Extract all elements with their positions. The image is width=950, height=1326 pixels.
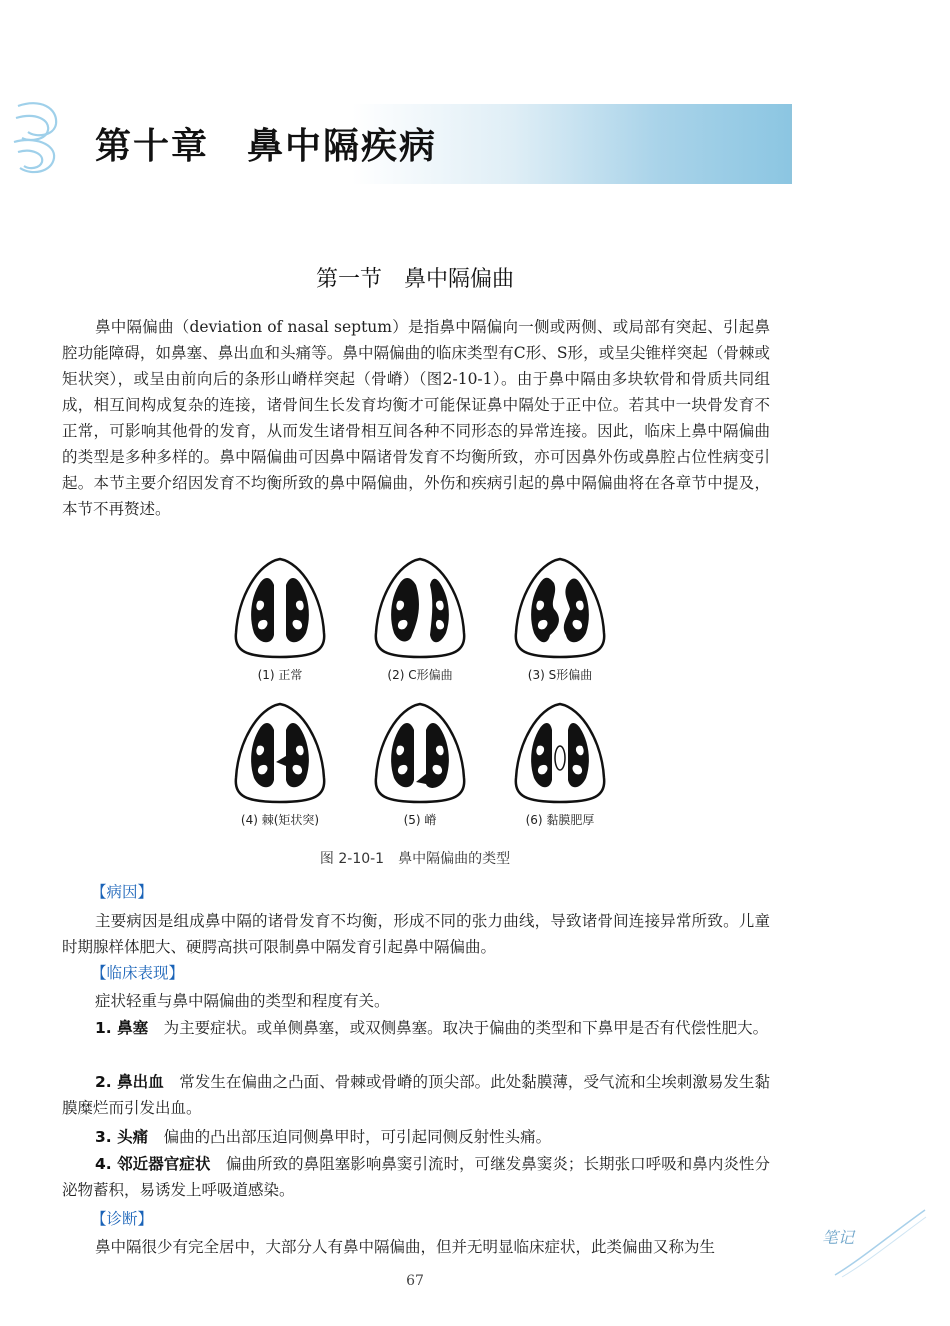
clinical-heading: 【临床表现】 [91,964,185,982]
figure-panel-ridge [365,700,475,835]
symptom-text: 常发生在偏曲之凸面、骨棘或骨嵴的顶尖部。此处黏膜薄，受气流和尘埃刺激易发生黏膜糜烂而引发出血。 [62,1073,770,1117]
symptom-label: 2. 鼻出血 [95,1073,164,1091]
swirl-decoration-icon [10,96,64,180]
symptom-text: 为主要症状。或单侧鼻塞，或双侧鼻塞。取决于偏曲的类型和下鼻甲是否有代偿性肥大。 [163,1019,769,1037]
section-title: 第一节 鼻中隔偏曲 [315,267,514,292]
nose-cross-section-c-shape-icon [370,555,470,660]
symptom-label: 1. 鼻塞 [95,1019,149,1037]
symptom-label: 3. 头痛 [95,1128,149,1146]
figure-panel-s-shape [505,555,615,690]
diagnosis-heading: 【诊断】 [91,1210,154,1228]
septum-deviation-figure [210,555,630,845]
figure-panel-label: (1) 正常 [257,668,303,682]
nose-cross-section-mucosa-icon [510,700,610,805]
figure-panel-label: (5) 嵴 [403,813,437,827]
chapter-title: 第十章 鼻中隔疾病 [95,125,438,167]
figure-panel-normal [225,555,335,690]
figure-panel-label: (6) 黏膜肥厚 [525,813,595,827]
symptom-item [62,1069,770,1121]
nose-cross-section-s-shape-icon [510,555,610,660]
figure-caption: 图 2-10-1 鼻中隔偏曲的类型 [319,851,511,867]
nose-cross-section-normal-icon [230,555,330,660]
intro-paragraph: 鼻中隔偏曲（deviation of nasal septum）是指鼻中隔偏向一侧或两侧、或局部有突起、引起鼻腔功能障碍，如鼻塞、鼻出血和头痛等。鼻中隔偏曲的临床类型有C形、S形，或呈尖锥样突起（骨棘或矩状突），或呈由前向后的条形山嵴样突起（骨嵴）（图2-10-1）。由于鼻中隔由多块软骨和骨质共同组成，相互间构成复杂的连接，诸骨间生长发育均衡才可能保证鼻中隔处于正中位。若其中一块骨发育不正常，可影响其他骨的发育，从而发生诸骨相互间各种不同形态的异常连接。因此，临床上鼻中隔偏曲的类型是多种多样的。鼻中隔偏曲可因鼻中隔诸骨发育不均衡所致，亦可因鼻外伤或鼻腔占位性病变引起。本节主要介绍因发育不均衡所致的鼻中隔偏曲，外伤和疾病引起的鼻中隔偏曲将在各章节中提及，本节不再赘述。 [62,318,770,518]
margin-note: 笔记 [822,1228,855,1247]
nose-cross-section-ridge-icon [370,700,470,805]
figure-panel-mucosa [505,700,615,835]
diagnosis-text: 鼻中隔很少有完全居中，大部分人有鼻中隔偏曲，但并无明显临床症状，此类偏曲又称为生 [95,1238,716,1256]
symptom-item [62,1124,770,1150]
page-number: 67 [406,1273,424,1289]
symptom-item [62,1015,770,1041]
symptom-text: 偏曲所致的鼻阻塞影响鼻窦引流时，可继发鼻窦炎；长期张口呼吸和鼻内炎性分泌物蓄积，易诱发上呼吸道感染。 [62,1155,770,1199]
clinical-intro: 症状轻重与鼻中隔偏曲的类型和程度有关。 [95,992,390,1010]
figure-panel-spur [225,700,335,835]
symptom-text: 偏曲的凸出部压迫同侧鼻甲时，可引起同侧反射性头痛。 [163,1128,552,1146]
figure-panel-label: (3) S形偏曲 [527,668,593,682]
figure-panel-c-shape [365,555,475,690]
etiology-heading: 【病因】 [91,883,154,901]
symptom-label: 4. 邻近器官症状 [95,1155,211,1173]
figure-panel-label: (2) C形偏曲 [387,668,453,682]
figure-panel-label: (4) 棘(矩状突) [240,813,320,827]
etiology-text: 主要病因是组成鼻中隔的诸骨发育不均衡，形成不同的张力曲线，导致诸骨间连接异常所致。儿童时期腺样体肥大、硬腭高拱可限制鼻中隔发育引起鼻中隔偏曲。 [62,912,770,956]
symptom-item [62,1151,770,1203]
nose-cross-section-spur-icon [230,700,330,805]
